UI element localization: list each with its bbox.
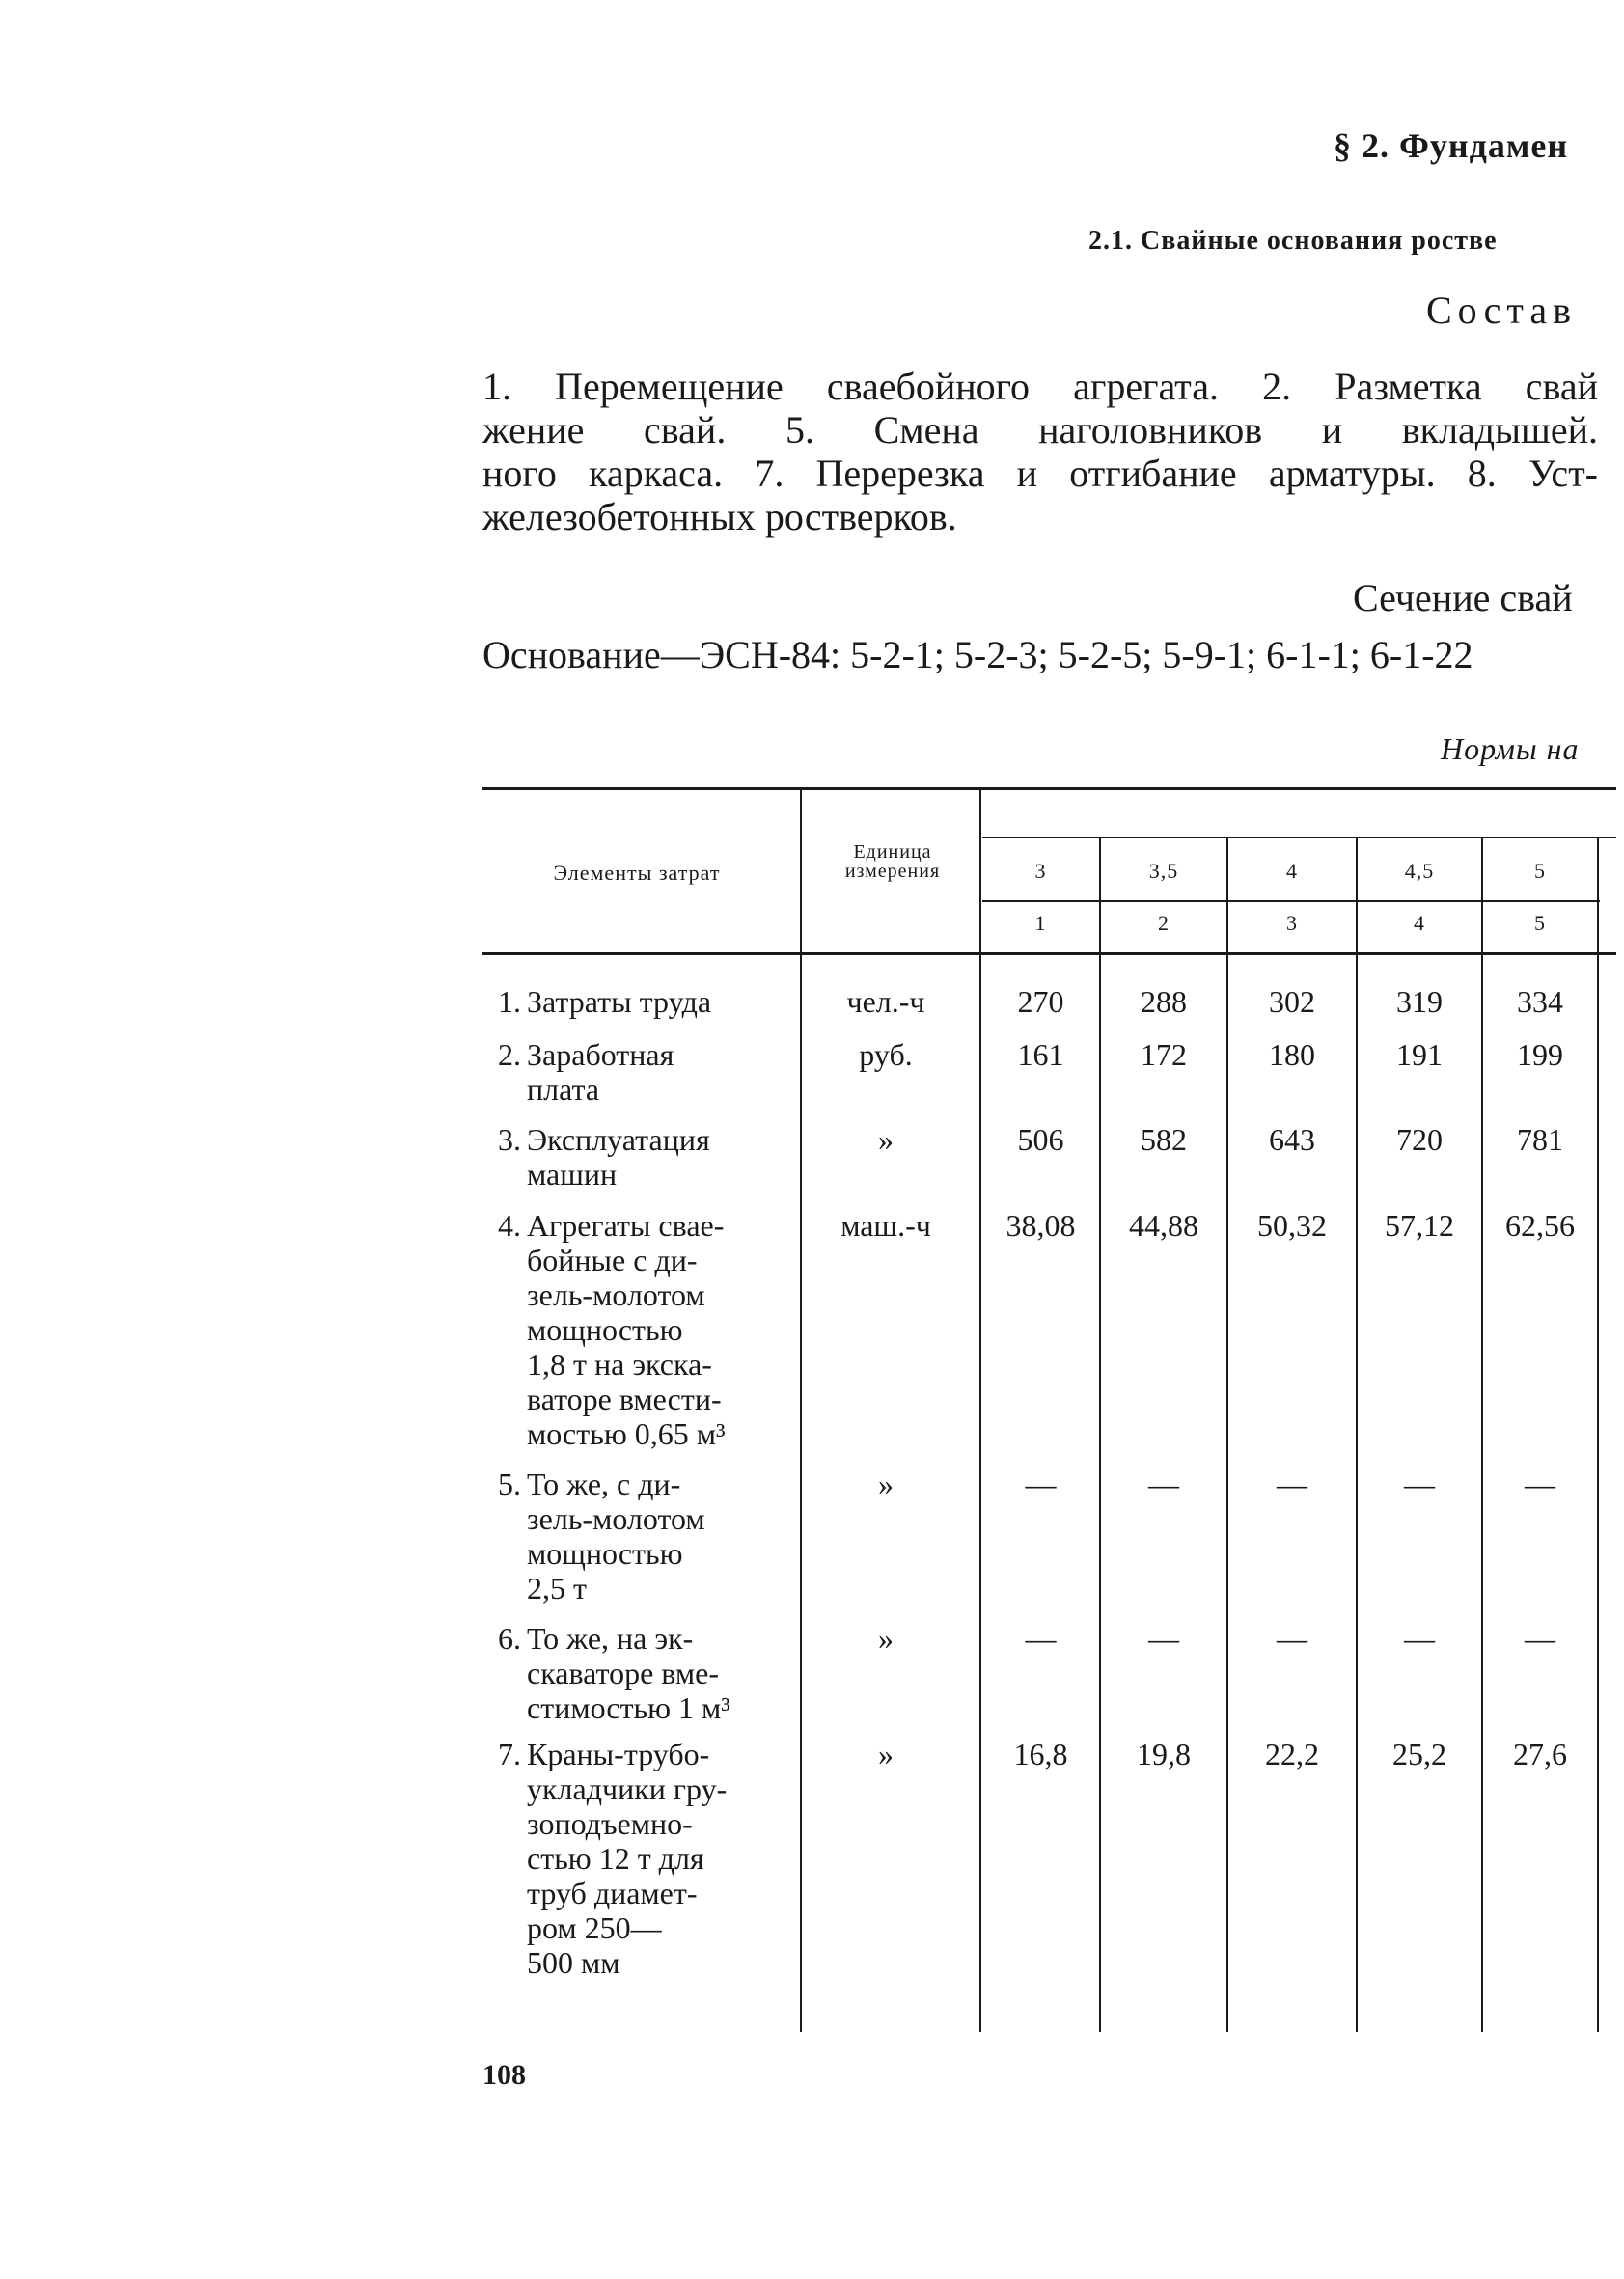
row-number: 7.: [498, 1737, 521, 1771]
table-row: [498, 1037, 787, 1107]
col-divider-values: [979, 787, 981, 2032]
col-number: 2: [1158, 911, 1170, 935]
col-header-size: 5: [1534, 859, 1546, 883]
section-title: § 2. Фундамен: [1334, 126, 1569, 165]
table-cell: —: [1525, 1621, 1555, 1656]
table-row: [498, 1122, 787, 1192]
table-cell: 57,12: [1385, 1208, 1454, 1243]
row-unit: чел.-ч: [846, 984, 925, 1019]
col-divider: [1597, 837, 1599, 2032]
table-cell: 781: [1517, 1122, 1563, 1157]
row-label-line: мощностью: [527, 1536, 683, 1571]
table-cell: 643: [1269, 1122, 1315, 1157]
table-cell: 199: [1517, 1037, 1563, 1072]
col-header-elements: Элементы затрат: [553, 861, 721, 885]
table-row: [498, 984, 787, 1019]
col-header-unit: [811, 842, 975, 881]
row-label-line: ваторе вмести-: [527, 1382, 722, 1416]
table-cell: —: [1277, 1467, 1307, 1501]
header-group-rule: [982, 837, 1616, 838]
table-cell: —: [1404, 1467, 1435, 1501]
col-header-size: 4,5: [1404, 859, 1435, 883]
row-label-line: зоподъемно-: [527, 1806, 693, 1841]
table-cell: 19,8: [1137, 1737, 1191, 1771]
subsection-title: 2.1. Свайные основания ростве: [1088, 226, 1498, 256]
table-cell: —: [1025, 1621, 1057, 1656]
row-label-line: труб диамет-: [527, 1876, 698, 1910]
table-row: [498, 1208, 787, 1451]
composition-line: жение свай. 5. Смена наголовников и вкладышей.: [482, 408, 1598, 452]
table-cell: 270: [1017, 984, 1064, 1019]
col-header-size: 3: [1034, 859, 1047, 883]
table-cell: —: [1025, 1467, 1057, 1501]
table-row: [498, 1737, 787, 1980]
table-cell: 302: [1269, 984, 1315, 1019]
composition-line: железобетонных ростверков.: [482, 495, 957, 538]
table-row: [498, 1621, 787, 1725]
col-number: 3: [1286, 911, 1298, 935]
table-cell: 16,8: [1013, 1737, 1068, 1771]
row-number: 6.: [498, 1621, 521, 1656]
row-number: 4.: [498, 1208, 521, 1243]
col-number: 5: [1534, 911, 1546, 935]
row-label-line: плата: [527, 1072, 600, 1107]
col-header-unit-line: измерения: [844, 861, 941, 882]
pile-section-heading: Сечение свай: [1353, 576, 1573, 619]
col-header-unit-line: Единица: [853, 841, 932, 863]
row-label-line: Агрегаты свае-: [527, 1208, 725, 1243]
row-label-line: Затраты труда: [527, 984, 712, 1019]
composition-line: 1. Перемещение сваебойного агрегата. 2. Разметка свай: [482, 365, 1598, 408]
row-label-line: мостью 0,65 м³: [527, 1416, 726, 1451]
page-number: 108: [482, 2059, 526, 2091]
row-label-line: мощностью: [527, 1312, 683, 1347]
table-cell: 582: [1141, 1122, 1187, 1157]
row-unit: руб.: [859, 1037, 913, 1072]
row-label-line: 500 мм: [527, 1945, 620, 1980]
col-header-size: 4: [1286, 859, 1298, 883]
norms-label: Нормы на: [1441, 731, 1580, 766]
table-cell: —: [1148, 1467, 1179, 1501]
row-unit: »: [878, 1467, 894, 1501]
col-number: 1: [1034, 911, 1047, 935]
table-cell: 25,2: [1392, 1737, 1446, 1771]
table-header-bottom-rule: [482, 952, 1616, 955]
table-cell: —: [1277, 1621, 1307, 1656]
table-cell: —: [1404, 1621, 1435, 1656]
table-cell: 50,32: [1257, 1208, 1327, 1243]
table-cell: 720: [1396, 1122, 1443, 1157]
row-label-line: стью 12 т для: [527, 1841, 704, 1876]
table-cell: 22,2: [1265, 1737, 1319, 1771]
basis-reference: Основание—ЭСН-84: 5-2-1; 5-2-3; 5-2-5; 5-9-1; 6-1-1; 6-1-22: [482, 633, 1473, 676]
col-number: 4: [1414, 911, 1425, 935]
table-cell: 62,56: [1505, 1208, 1575, 1243]
table-cell: 38,08: [1005, 1208, 1076, 1243]
col-header-size: 3,5: [1148, 859, 1179, 883]
row-label-line: укладчики гру-: [527, 1771, 728, 1806]
table-cell: 27,6: [1513, 1737, 1567, 1771]
row-number: 3.: [498, 1122, 521, 1157]
row-label-line: Краны-трубо-: [527, 1737, 710, 1771]
row-unit: »: [878, 1621, 894, 1656]
table-top-rule: [482, 787, 1616, 790]
row-label-line: зель-молотом: [527, 1501, 705, 1536]
table-cell: 172: [1141, 1037, 1187, 1072]
row-label-line: 1,8 т на экска-: [527, 1347, 712, 1382]
table-cell: 506: [1017, 1122, 1064, 1157]
row-label-line: машин: [527, 1157, 618, 1192]
row-label-line: ром 250—: [527, 1910, 662, 1945]
row-unit: маш.-ч: [840, 1208, 931, 1243]
row-label-line: То же, с ди-: [527, 1467, 681, 1501]
row-label-line: скаваторе вме-: [527, 1656, 719, 1690]
table-cell: 334: [1517, 984, 1563, 1019]
row-label-line: 2,5 т: [527, 1571, 587, 1606]
table-cell: 161: [1017, 1037, 1064, 1072]
table-cell: 288: [1141, 984, 1187, 1019]
row-label-line: То же, на эк-: [527, 1621, 694, 1656]
table-cell: —: [1148, 1621, 1179, 1656]
row-label-line: зель-молотом: [527, 1277, 705, 1312]
composition-heading: Состав: [1426, 288, 1578, 332]
table-cell: —: [1525, 1467, 1555, 1501]
composition-line: ного каркаса. 7. Перерезка и отгибание арматуры. 8. Уст-: [482, 452, 1598, 495]
composition-paragraph: [482, 365, 1598, 538]
row-number: 1.: [498, 984, 521, 1019]
row-unit: »: [878, 1737, 894, 1771]
row-number: 5.: [498, 1467, 521, 1501]
table-cell: 44,88: [1129, 1208, 1198, 1243]
row-label-line: Заработная: [527, 1037, 674, 1072]
table-cell: 180: [1269, 1037, 1315, 1072]
row-label-line: бойные с ди-: [527, 1243, 698, 1277]
header-sub-rule: [982, 900, 1600, 902]
col-divider-unit: [800, 787, 802, 2032]
row-unit: »: [878, 1122, 894, 1157]
row-label-line: Эксплуатация: [527, 1122, 710, 1157]
table-cell: 191: [1396, 1037, 1443, 1072]
table-cell: 319: [1396, 984, 1443, 1019]
table-row: [498, 1467, 787, 1606]
row-label-line: стимостью 1 м³: [527, 1690, 730, 1725]
row-number: 2.: [498, 1037, 521, 1072]
